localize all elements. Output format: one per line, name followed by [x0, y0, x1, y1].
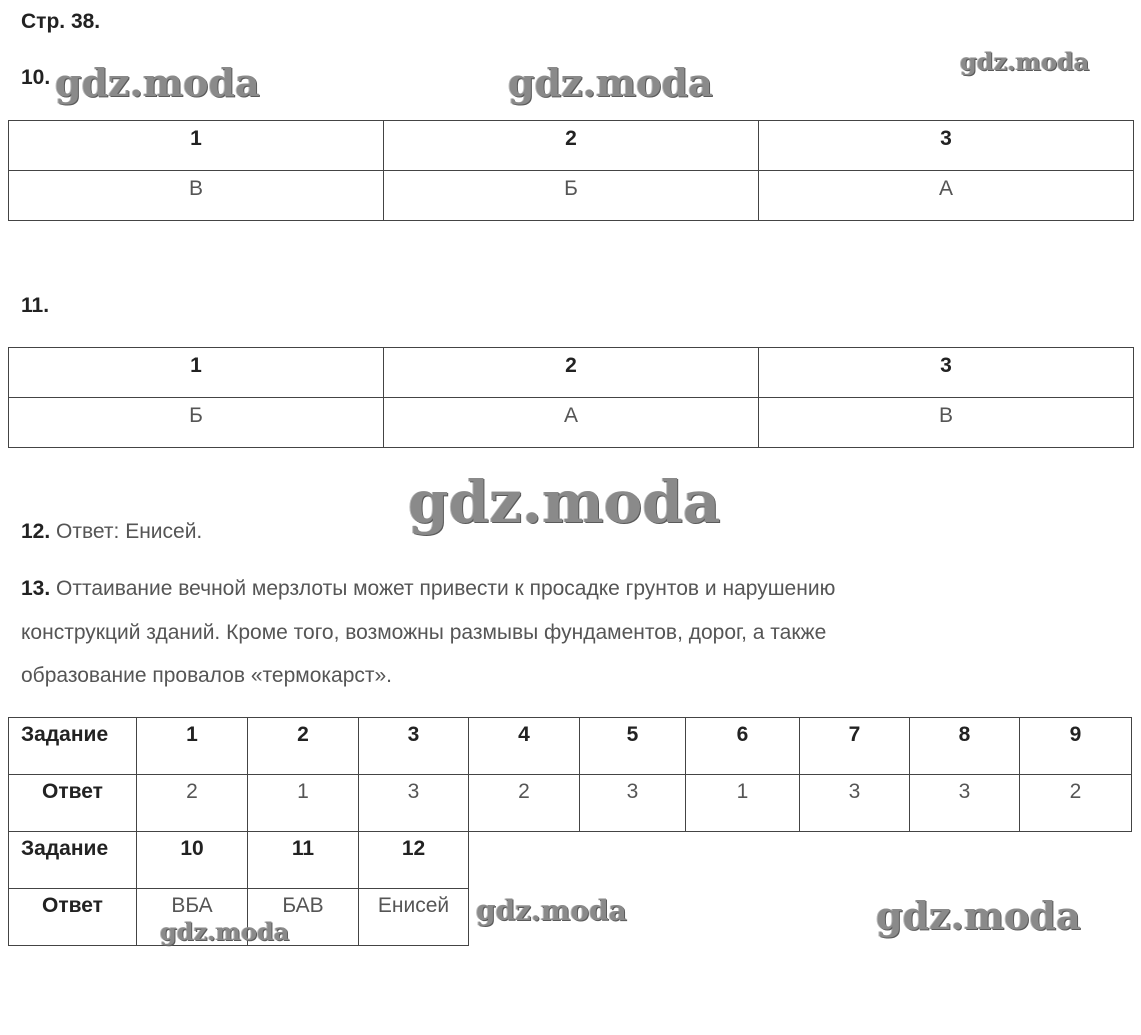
summary-task-cell: 11 — [248, 832, 359, 889]
summary-answer-cell: Енисей — [359, 889, 469, 946]
summary-task-label: Задание — [9, 832, 137, 889]
q10-answer-cell: А — [759, 171, 1134, 221]
question-11-number: 11. — [21, 294, 50, 317]
question-13-number: 13. — [21, 577, 51, 600]
q10-header-cell: 3 — [759, 121, 1134, 171]
summary-task-cell: 1 — [137, 718, 248, 775]
q11-header-cell: 1 — [9, 348, 384, 398]
summary-task-label: Задание — [9, 718, 137, 775]
summary-answer-cell: ВБА — [137, 889, 248, 946]
watermark: gdz.moda — [55, 60, 260, 105]
summary-task-cell: 10 — [137, 832, 248, 889]
summary-answer-cell: БАВ — [248, 889, 359, 946]
summary-task-cell: 6 — [686, 718, 800, 775]
q11-answer-cell: Б — [9, 398, 384, 448]
q10-header-cell: 2 — [384, 121, 759, 171]
watermark: gdz.moda — [408, 468, 721, 536]
question-10-table — [8, 120, 1134, 221]
question-13-line-3: образование провалов «термокарст». — [21, 664, 393, 687]
question-13-line-2: конструкций зданий. Кроме того, возможны размывы фундаментов, дорог, а также — [21, 621, 827, 644]
summary-answer-cell: 2 — [469, 775, 580, 832]
question-13-line-1 — [21, 577, 835, 601]
summary-answer-label: Ответ — [9, 775, 137, 832]
summary-task-cell: 3 — [359, 718, 469, 775]
summary-task-cell: 2 — [248, 718, 359, 775]
summary-task-cell: 12 — [359, 832, 469, 889]
question-13-text-1: Оттаивание вечной мерзлоты может привести к просадке грунтов и нарушению — [56, 577, 836, 600]
page-title: Стр. 38. — [21, 10, 101, 33]
q10-header-cell: 1 — [9, 121, 384, 171]
summary-answer-cell: 3 — [580, 775, 686, 832]
q10-answer-cell: Б — [384, 171, 759, 221]
watermark: gdz.moda — [160, 917, 290, 946]
q11-header-cell: 3 — [759, 348, 1134, 398]
watermark: gdz.moda — [508, 60, 713, 105]
summary-answer-cell: 3 — [910, 775, 1020, 832]
question-11-table — [8, 347, 1134, 448]
summary-empty-area — [469, 832, 1132, 889]
watermark: gdz.moda — [876, 893, 1081, 938]
watermark: gdz.moda — [960, 47, 1090, 76]
summary-answer-label: Ответ — [9, 889, 137, 946]
summary-task-cell: 8 — [910, 718, 1020, 775]
watermark: gdz.moda — [476, 894, 627, 927]
summary-answer-cell: 3 — [800, 775, 910, 832]
q11-answer-cell: В — [759, 398, 1134, 448]
summary-task-cell: 7 — [800, 718, 910, 775]
summary-task-cell: 4 — [469, 718, 580, 775]
question-12-answer: Ответ: Енисей. — [56, 520, 203, 543]
q11-answer-cell: А — [384, 398, 759, 448]
summary-answer-cell: 1 — [248, 775, 359, 832]
summary-task-cell: 9 — [1020, 718, 1132, 775]
q11-header-cell: 2 — [384, 348, 759, 398]
summary-answer-cell: 2 — [137, 775, 248, 832]
summary-answer-cell: 1 — [686, 775, 800, 832]
question-12 — [21, 520, 202, 544]
question-12-number: 12. — [21, 520, 51, 543]
summary-answer-cell: 3 — [359, 775, 469, 832]
question-10-number: 10. — [21, 66, 51, 89]
summary-answer-cell: 2 — [1020, 775, 1132, 832]
summary-task-cell: 5 — [580, 718, 686, 775]
q10-answer-cell: В — [9, 171, 384, 221]
